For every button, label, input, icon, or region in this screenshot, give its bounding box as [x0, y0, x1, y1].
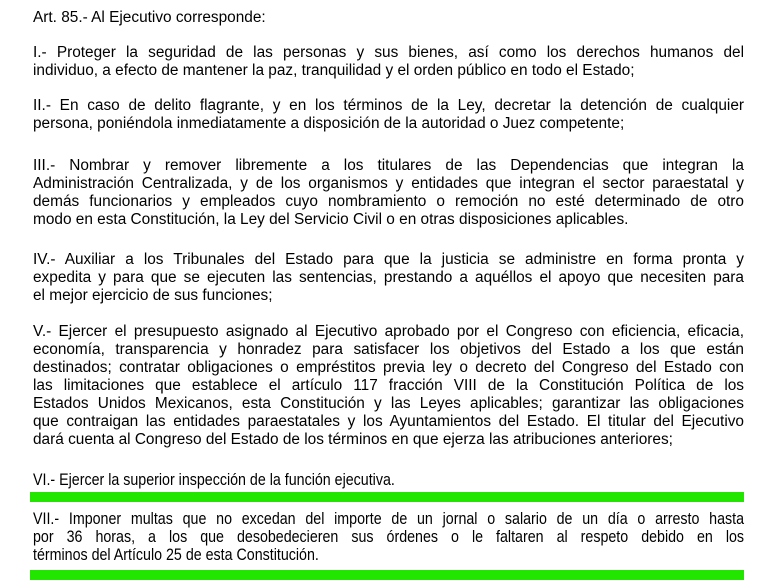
paragraph-i: I.- Proteger la seguridad de las personas y sus bienes, así como los derechos humanos del individuo, a efecto de mantener la paz, tranquilidad y el orden público en todo el Estado;	[33, 44, 744, 79]
paragraph-ii: II.- En caso de delito flagrante, y en los términos de la Ley, decretar la detención de cualquier persona, poniéndola inmediatamente a disposición de la autoridad o Juez competente;	[33, 97, 744, 132]
paragraph-iii: III.- Nombrar y remover libremente a los titulares de las Dependencias que integran la Administración Centralizada, y de los organismos y entidades que integran el sector paraestatal y demás funcionarios y empleados cuyo nombramiento o remoción no esté determinado de otro modo en esta Constitución, la Ley del Servicio Civil o en otras disposiciones aplicables.	[33, 157, 744, 228]
highlight-bar	[30, 492, 744, 502]
highlight-bar	[30, 570, 744, 580]
paragraph-vi: VI.- Ejercer la superior inspección de la función ejecutiva.	[33, 471, 395, 489]
paragraph-vii: VII.- Imponer multas que no excedan del importe de un jornal o salario de un día o arresto hasta por 36 horas, a los que desobedecieren sus órdenes o le faltaren al respeto debido en los términos del Artículo 25 de esta Constitución.	[33, 510, 745, 564]
paragraph-v: V.- Ejercer el presupuesto asignado al Ejecutivo aprobado por el Congreso con eficiencia, eficacia, economía, transparencia y honradez para satisfacer los objetivos del Estado a los que están destinados; contratar obligaciones o empréstitos previa ley o decreto del Congreso del Estado con las limitaciones que establece el artículo 117 fracción VIII de la Constitución Política de los Estados Unidos Mexicanos, esta Constitución y las Leyes aplicables; garantizar las obligaciones que contraigan las entidades paraestatales y los Ayuntamientos del Estado. El titular del Ejecutivo dará cuenta al Congreso del Estado de los términos en que ejerza las atribuciones anteriores;	[33, 323, 744, 448]
paragraph-iv: IV.- Auxiliar a los Tribunales del Estado para que la justicia se administre en forma pronta y expedita y para que se ejecuten las sentencias, prestando a aquéllos el apoyo que necesiten para el mejor ejercicio de sus funciones;	[33, 251, 744, 304]
article-title: Art. 85.- Al Ejecutivo corresponde:	[33, 9, 266, 26]
